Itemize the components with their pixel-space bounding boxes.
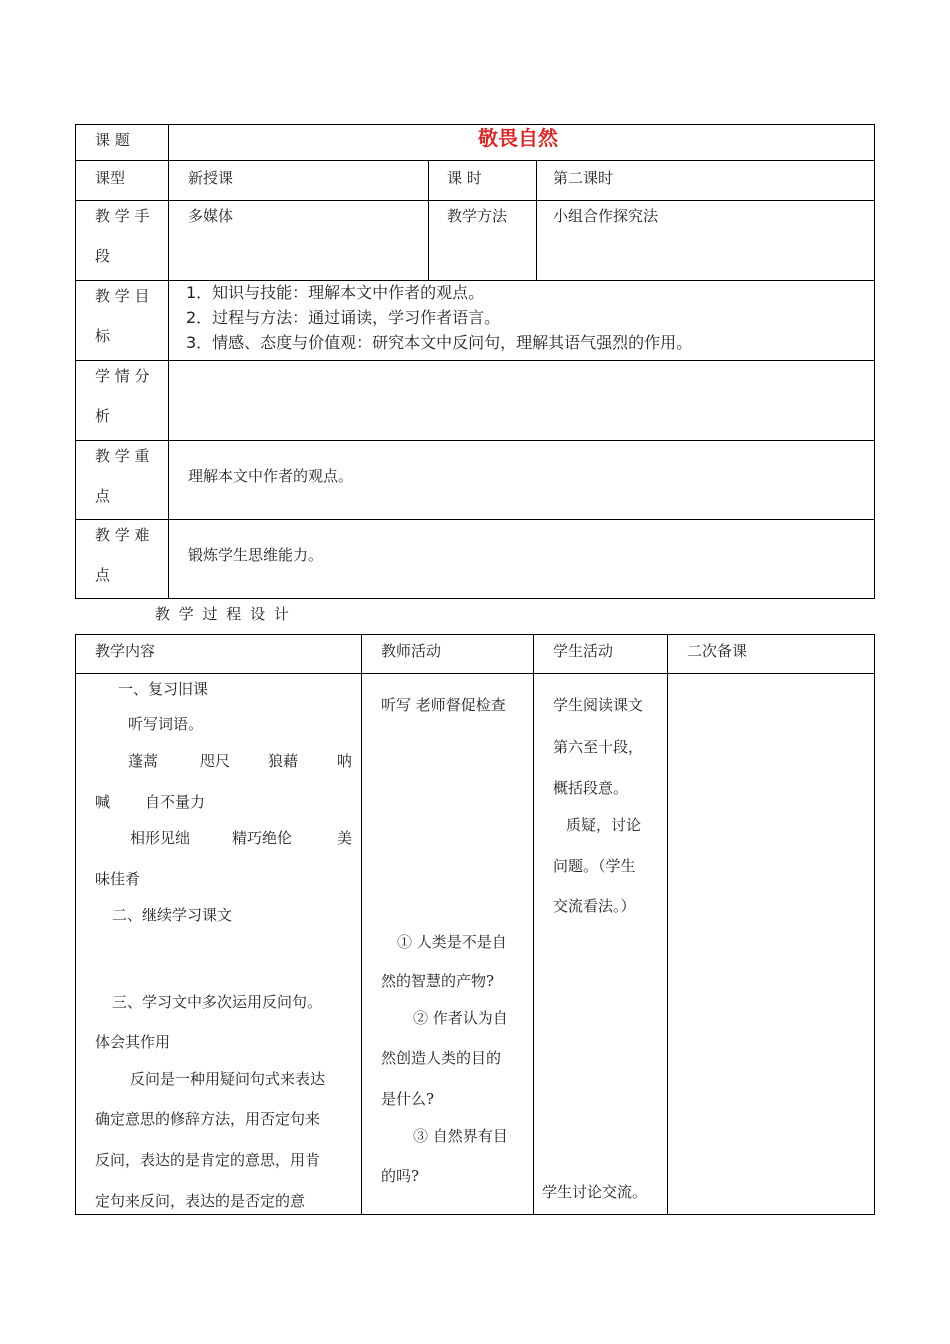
student-line: 问题。（学生 xyxy=(553,857,636,875)
content-line: 反问，表达的是肯定的意思，用肯 xyxy=(95,1151,321,1169)
content-line: 喊 xyxy=(95,793,111,811)
student-line: 第六至十段， xyxy=(553,738,644,756)
table-border xyxy=(168,124,169,599)
content-line: 精巧绝伦 xyxy=(232,829,293,847)
type-value: 新授课 xyxy=(188,169,234,187)
lesson-title: 敬畏自然 xyxy=(478,126,558,150)
table-border xyxy=(667,634,668,1215)
analysis-label: 学 情 分 xyxy=(95,367,150,385)
student-line: 交流看法。） xyxy=(553,897,636,915)
lesson-label: 课 题 xyxy=(95,131,130,149)
goal-item: 2．过程与方法：通过诵读，学习作者语言。 xyxy=(186,308,501,327)
column-header-second-prep: 二次备课 xyxy=(687,642,748,660)
method-value: 小组合作探究法 xyxy=(553,207,659,225)
table-border xyxy=(75,634,875,635)
focus-label: 教 学 重 xyxy=(95,447,150,465)
teacher-line: ② 作者认为自 xyxy=(413,1009,508,1027)
content-line: 呐 xyxy=(337,752,353,770)
table-border xyxy=(533,634,534,1215)
student-line: 质疑，讨论 xyxy=(566,816,642,834)
content-line: 二、继续学习课文 xyxy=(112,906,233,924)
content-line: 体会其作用 xyxy=(95,1033,171,1051)
content-line: 美 xyxy=(337,829,353,847)
focus-value: 理解本文中作者的观点。 xyxy=(188,467,354,485)
goals-label-cont: 标 xyxy=(95,327,111,345)
table-border xyxy=(75,673,875,674)
period-value: 第二课时 xyxy=(553,169,614,187)
means-label: 教 学 手 xyxy=(95,207,150,225)
column-header-student: 学生活动 xyxy=(553,642,614,660)
content-line: 味佳肴 xyxy=(95,870,141,888)
table-border xyxy=(536,160,537,280)
teacher-line: 听写 老师督促检查 xyxy=(381,696,506,714)
content-line: 三、学习文中多次运用反问句。 xyxy=(112,993,323,1011)
teacher-line: ① 人类是不是自 xyxy=(397,933,507,951)
method-label: 教学方法 xyxy=(447,207,508,225)
column-header-content: 教学内容 xyxy=(95,642,156,660)
content-line: 定句来反问，表达的是否定的意 xyxy=(95,1192,306,1210)
table-border xyxy=(75,200,875,201)
difficulty-label: 教 学 难 xyxy=(95,526,150,544)
table-border xyxy=(75,634,76,1215)
table-border xyxy=(361,634,362,1215)
teacher-line: 然创造人类的目的 xyxy=(381,1049,502,1067)
student-line: 概括段意。 xyxy=(553,779,629,797)
teacher-line: 然的智慧的产物? xyxy=(381,972,495,990)
goal-item: 3．情感、态度与价值观：研究本文中反问句，理解其语气强烈的作用。 xyxy=(186,333,693,352)
table-border xyxy=(75,124,76,599)
table-border xyxy=(75,160,875,161)
means-value: 多媒体 xyxy=(188,207,234,225)
content-line: 狼藉 xyxy=(268,752,299,770)
difficulty-value: 锻炼学生思维能力。 xyxy=(188,546,324,564)
means-label-cont: 段 xyxy=(95,247,111,265)
content-line: 自不量力 xyxy=(145,793,206,811)
table-border xyxy=(428,160,429,280)
table-border xyxy=(75,280,875,281)
type-label: 课型 xyxy=(95,169,126,187)
table-border xyxy=(874,634,875,1215)
content-line: 反问是一种用疑问句式来表达 xyxy=(130,1070,326,1088)
table-border xyxy=(75,440,875,441)
teacher-line: 是什么? xyxy=(381,1090,435,1108)
student-line: 学生阅读课文 xyxy=(553,696,644,714)
teacher-line: ③ 自然界有目 xyxy=(413,1127,508,1145)
content-line: 咫尺 xyxy=(200,752,231,770)
analysis-label-cont: 析 xyxy=(95,407,111,425)
table-border xyxy=(75,360,875,361)
focus-label-cont: 点 xyxy=(95,487,111,505)
table-border xyxy=(75,124,875,125)
student-line: 学生讨论交流。 xyxy=(542,1183,648,1201)
content-line: 确定意思的修辞方法，用否定句来 xyxy=(95,1110,321,1128)
content-line: 蓬蒿 xyxy=(128,752,159,770)
section-heading: 教 学 过 程 设 计 xyxy=(155,605,291,623)
table-border xyxy=(75,1214,875,1215)
table-border xyxy=(75,519,875,520)
content-line: 相形见绌 xyxy=(130,829,191,847)
table-border xyxy=(75,598,875,599)
goals-label: 教 学 目 xyxy=(95,287,150,305)
teacher-line: 的吗? xyxy=(381,1167,420,1185)
table-border xyxy=(874,124,875,599)
column-header-teacher: 教师活动 xyxy=(381,642,442,660)
goal-item: 1．知识与技能：理解本文中作者的观点。 xyxy=(186,283,485,302)
period-label: 课 时 xyxy=(447,169,482,187)
content-line: 听写词语。 xyxy=(128,715,204,733)
difficulty-label-cont: 点 xyxy=(95,566,111,584)
content-line: 一、复习旧课 xyxy=(118,680,209,698)
